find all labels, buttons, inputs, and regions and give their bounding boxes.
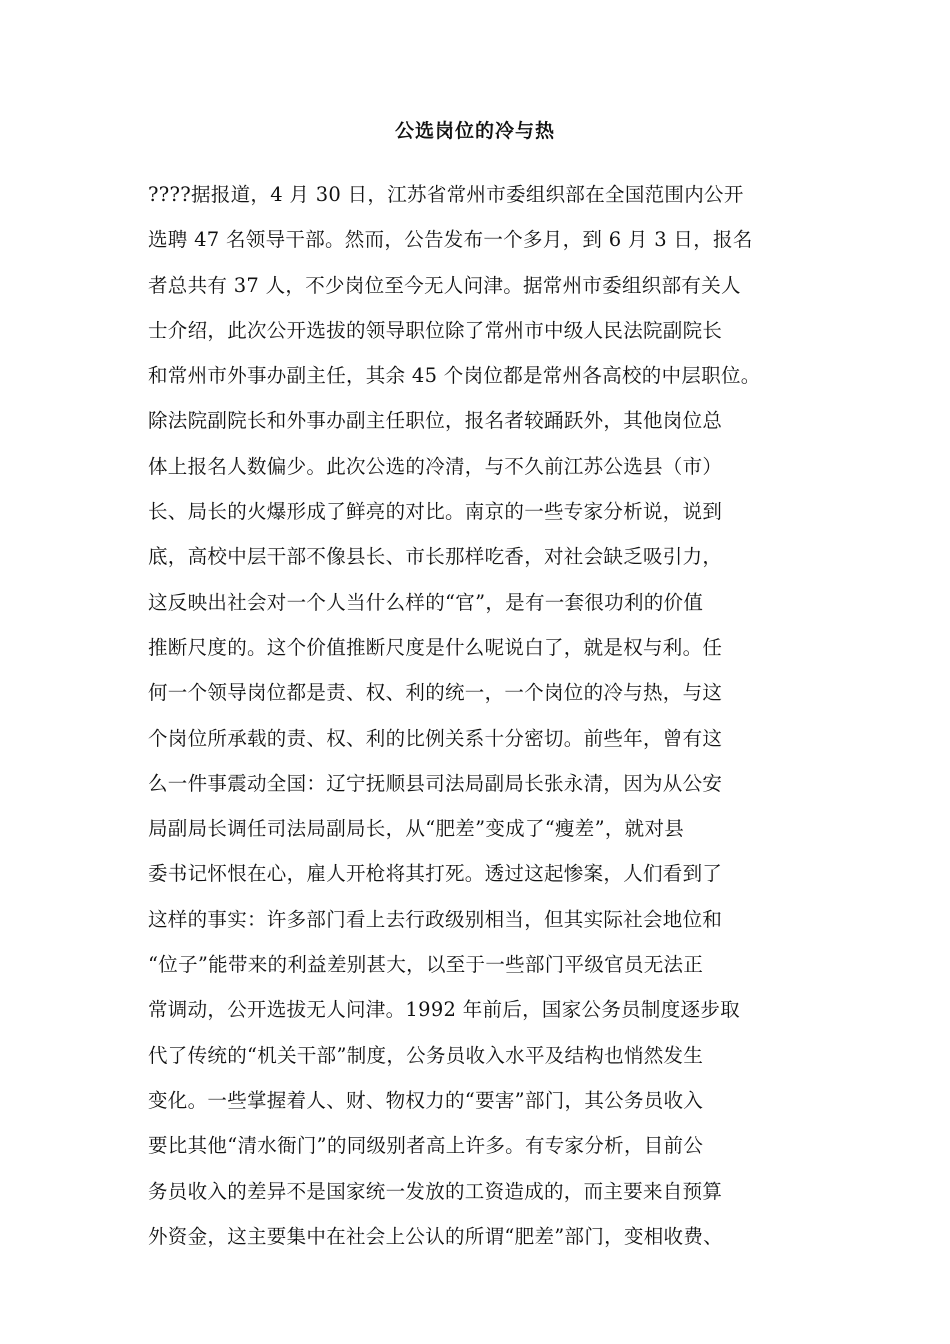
body-line: 士介绍，此次公开选拔的领导职位除了常州市中级人民法院副院长	[148, 318, 723, 342]
body-line: 选聘 47 名领导干部。然而，公告发布一个多月，到 6 月 3 日，报名	[148, 228, 753, 252]
body-line: ????据报道，4 月 30 日，江苏省常州市委组织部在全国范围内公开	[148, 183, 744, 206]
body-line: 和常州市外事办副主任，其余 45 个岗位都是常州各高校的中层职位。	[148, 364, 761, 388]
body-line: 外资金，这主要集中在社会上公认的所谓“肥差”部门，变相收费、	[148, 1224, 723, 1248]
body-line: 推断尺度的。这个价值推断尺度是什么呢说白了，就是权与利。任	[148, 635, 723, 659]
body-line: 个岗位所承载的责、权、利的比例关系十分密切。前些年，曾有这	[148, 726, 723, 750]
body-line: 局副局长调任司法局副局长，从“肥差”变成了“瘦差”，就对县	[148, 817, 685, 841]
body-line: 体上报名人数偏少。此次公选的冷清，与不久前江苏公选县（市）	[148, 454, 723, 478]
body-line: 长、局长的火爆形成了鲜亮的对比。南京的一些专家分析说，说到	[148, 500, 723, 524]
body-line: 除法院副院长和外事办副主任职位，报名者较踊跃外，其他岗位总	[148, 409, 723, 433]
body-line: 常调动，公开选拔无人问津。1992 年前后，国家公务员制度逐步取	[148, 998, 740, 1022]
body-line: 变化。一些掌握着人、财、物权力的“要害”部门，其公务员收入	[148, 1088, 704, 1112]
body-line: 委书记怀恨在心，雇人开枪将其打死。透过这起惨案，人们看到了	[148, 862, 723, 886]
document-title: 公选岗位的冷与热	[394, 120, 555, 142]
body-line: 这样的事实：许多部门看上去行政级别相当，但其实际社会地位和	[148, 907, 723, 931]
body-line: 要比其他“清水衙门”的同级别者高上许多。有专家分析，目前公	[148, 1134, 704, 1158]
body-line: 务员收入的差异不是国家统一发放的工资造成的，而主要来自预算	[148, 1179, 723, 1203]
body-line: 者总共有 37 人，不少岗位至今无人问津。据常州市委组织部有关人	[148, 273, 741, 297]
body-line: 何一个领导岗位都是责、权、利的统一，一个岗位的冷与热，与这	[148, 681, 723, 705]
body-line: 底，高校中层干部不像县长、市长那样吃香，对社会缺乏吸引力，	[148, 545, 723, 569]
body-line: 这反映出社会对一个人当什么样的“官”，是有一套很功利的价值	[148, 590, 704, 614]
body-line: 代了传统的“机关干部”制度，公务员收入水平及结构也悄然发生	[148, 1043, 704, 1067]
body-line: 么一件事震动全国：辽宁抚顺县司法局副局长张永清，因为从公安	[148, 771, 723, 795]
document-body	[148, 180, 828, 1267]
body-line: “位子”能带来的利益差别甚大，以至于一些部门平级官员无法正	[148, 953, 704, 977]
